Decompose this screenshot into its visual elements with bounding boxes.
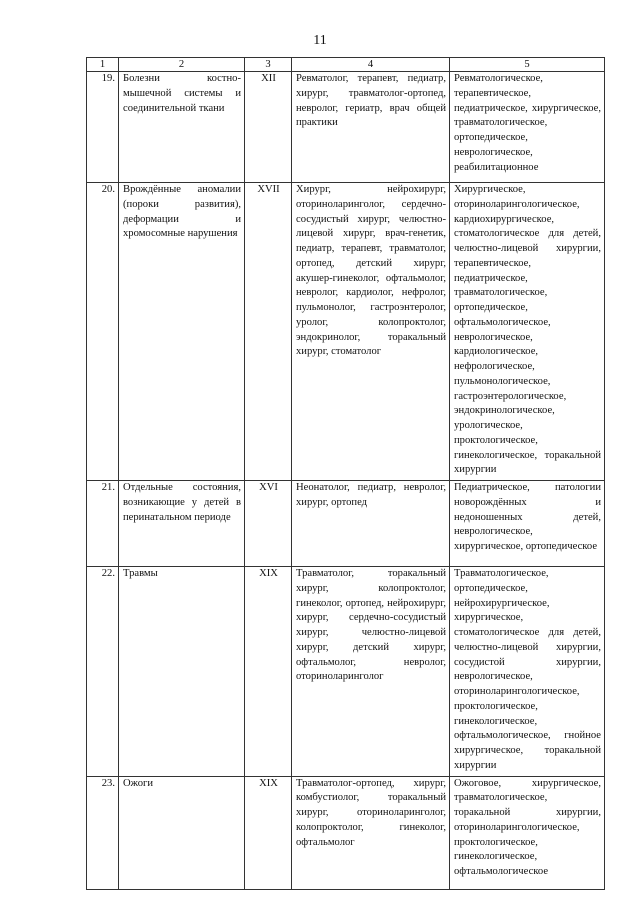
table-row [87, 183, 605, 481]
row-number: 19. [87, 72, 119, 183]
row-number: 22. [87, 567, 119, 777]
table-row [87, 567, 605, 777]
specialists: Травматолог, торакальный хирург, колопроктолог, гинеколог, ортопед, нейрохирург, хирург, сердечно-сосудистый хирург, челюстно-лицевой хирург, детский хирург, офтальмолог, невролог, оториноларинголог [292, 567, 450, 777]
header-col-4: 4 [292, 58, 450, 72]
disease-class: XVI [245, 481, 292, 567]
row-number: 20. [87, 183, 119, 481]
table-row [87, 776, 605, 889]
row-number: 21. [87, 481, 119, 567]
table-row [87, 481, 605, 567]
header-col-2: 2 [119, 58, 245, 72]
table-header-row [87, 58, 605, 72]
disease-name: Болезни костно-мышечной системы и соединительной ткани [119, 72, 245, 183]
disease-name: Врождённые аномалии (пороки развития), деформации и хромосомные нарушения [119, 183, 245, 481]
specialists: Травматолог-ортопед, хирург, комбустиолог, торакальный хирург, оториноларинголог, колопроктолог, гинеколог, офтальмолог [292, 776, 450, 889]
disease-name: Отдельные состояния, возникающие у детей в перинатальном периоде [119, 481, 245, 567]
document-table [86, 57, 605, 890]
specialists: Неонатолог, педиатр, невролог, хирург, ортопед [292, 481, 450, 567]
disease-class: XIX [245, 567, 292, 777]
header-col-1: 1 [87, 58, 119, 72]
page-number: 11 [313, 33, 327, 48]
disease-class: XII [245, 72, 292, 183]
disease-name: Ожоги [119, 776, 245, 889]
departments: Травматологическое, ортопедическое, нейрохирургическое, хирургическое, стоматологическое для детей, челюстно-лицевой хирургии, сосудистой хирургии, неврологическое, оториноларингологическое, проктологическое, гинекологическое, офтальмологическое, гнойное хирургическое, торакальной хирургии [450, 567, 605, 777]
departments: Педиатрическое, патологии новорождённых и недоношенных детей, неврологическое, хирургическое, ортопедическое [450, 481, 605, 567]
header-col-5: 5 [450, 58, 605, 72]
table-row [87, 72, 605, 183]
specialists: Хирург, нейрохирург, оториноларинголог, сердечно-сосудистый хирург, челюстно-лицевой хирург, врач-генетик, педиатр, терапевт, травматолог, ортопед, детский хирург, акушер-гинеколог, офтальмолог, невролог, кардиолог, нефролог, пульмонолог, гастроэнтеролог, уролог, колопроктолог, эндокринолог, торакальный хирург, стоматолог [292, 183, 450, 481]
departments: Хирургическое, оториноларингологическое, кардиохирургическое, стоматологическое для детей, челюстно-лицевой хирургии, терапевтическое, педиатрическое, травматологическое, ортопедическое, офтальмологическое, неврологическое, кардиологическое, нефрологическое, пульмонологическое, гастроэнтерологическое, эндокринологическое, урологическое, проктологическое, гинекологическое, торакальной хирургии [450, 183, 605, 481]
disease-class: XVII [245, 183, 292, 481]
departments: Ревматологическое, терапевтическое, педиатрическое, хирургическое, травматологическое, ортопедическое, неврологическое, реабилитационное [450, 72, 605, 183]
departments: Ожоговое, хирургическое, травматологическое, торакальной хирургии, оториноларингологическое, проктологическое, гинекологическое, офтальмологическое [450, 776, 605, 889]
header-col-3: 3 [245, 58, 292, 72]
row-number: 23. [87, 776, 119, 889]
disease-class: XIX [245, 776, 292, 889]
disease-name: Травмы [119, 567, 245, 777]
specialists: Ревматолог, терапевт, педиатр, хирург, травматолог-ортопед, невролог, гериатр, врач общей практики [292, 72, 450, 183]
